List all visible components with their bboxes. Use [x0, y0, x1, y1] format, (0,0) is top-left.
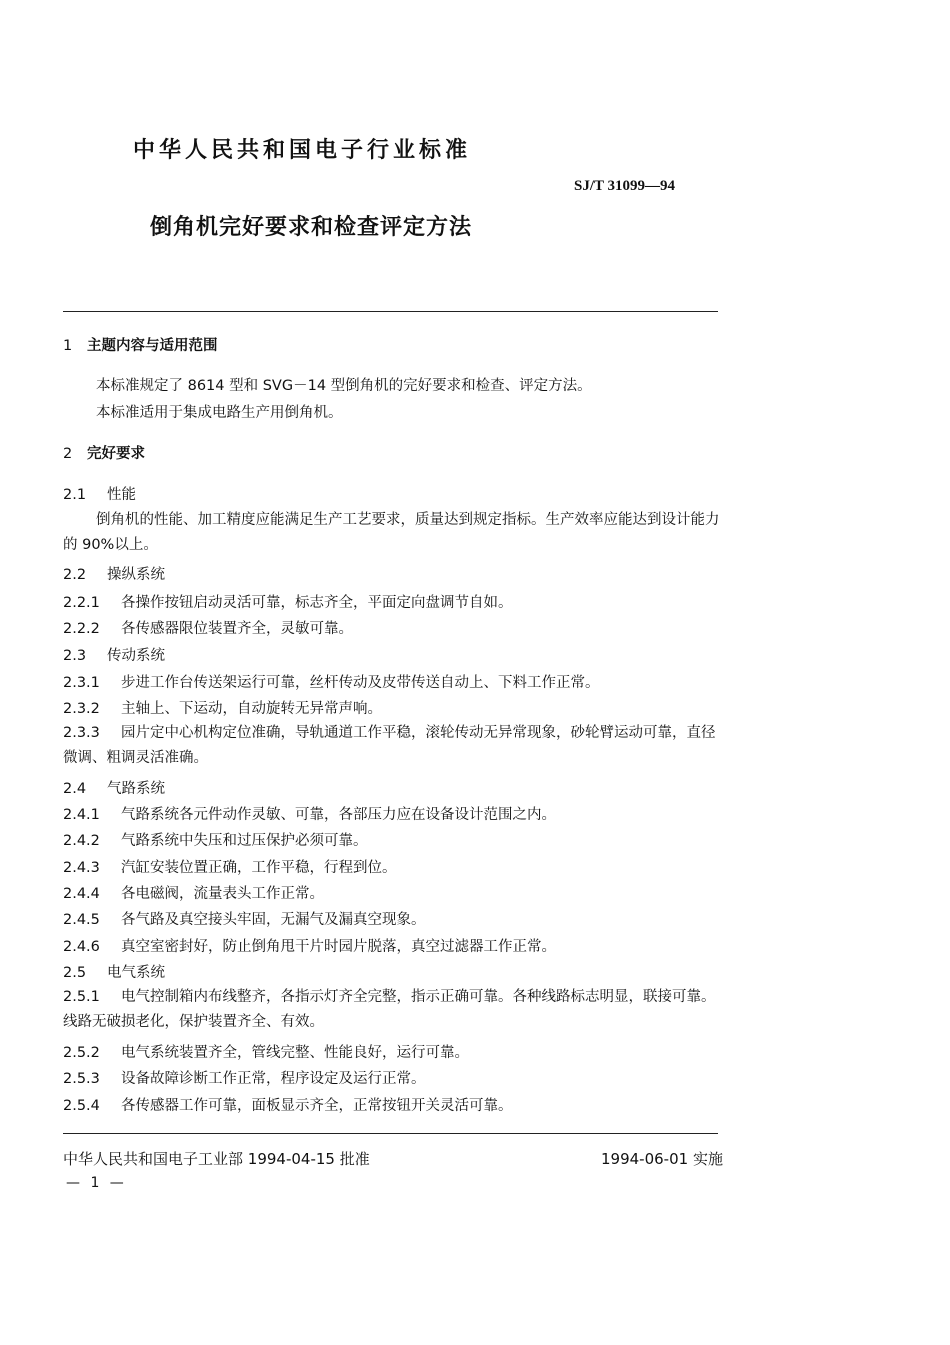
clause-2-3: [63, 644, 165, 665]
clause-number: 2.5: [63, 965, 87, 981]
clause-2-5-4: [63, 1094, 513, 1115]
clause-text: 传动系统: [107, 648, 165, 664]
section-2-title: 完好要求: [87, 446, 145, 462]
clause-text: 步进工作台传送架运行可靠，丝杆传动及皮带传送自动上、下料工作正常。: [121, 675, 600, 691]
section-2-number: 2: [63, 446, 73, 462]
clause-number: 2.3.2: [63, 701, 100, 717]
approval-line: 中华人民共和国电子工业部 1994-04-15 批准: [63, 1150, 370, 1168]
clause-2-3-2: [63, 697, 382, 718]
clause-text: 汽缸安装位置正确，工作平稳，行程到位。: [121, 860, 397, 876]
clause-2-1-body: 倒角机的性能、加工精度应能满足生产工艺要求，质量达到规定指标。生产效率应能达到设计能力的 90%以上。: [63, 512, 720, 553]
clause-2-4-3: [63, 856, 397, 877]
effective-date: 1994-06-01 实施: [601, 1150, 723, 1168]
clause-text: 气路系统中失压和过压保护必须可靠。: [121, 833, 368, 849]
footer-rule: [63, 1133, 718, 1134]
clause-2-4-1: [63, 803, 556, 824]
clause-text: 设备故障诊断工作正常，程序设定及运行正常。: [121, 1071, 426, 1087]
clause-text: 操纵系统: [107, 567, 165, 583]
clause-text: 真空室密封好，防止倒角甩干片时园片脱落，真空过滤器工作正常。: [121, 939, 556, 955]
section-1-heading: [63, 334, 218, 355]
clause-text: 各传感器工作可靠，面板显示齐全，正常按钮开关灵活可靠。: [121, 1098, 513, 1114]
section-1-paragraph-2: 本标准适用于集成电路生产用倒角机。: [96, 405, 343, 421]
clause-2-5-1: [63, 985, 723, 1035]
clause-2-5-3: [63, 1067, 426, 1088]
clause-text: 各操作按钮启动灵活可靠，标志齐全，平面定向盘调节自如。: [121, 595, 513, 611]
clause-2-2-1: [63, 591, 513, 612]
clause-2-4-5: [63, 908, 426, 929]
section-1-title: 主题内容与适用范围: [87, 338, 218, 354]
clause-2-3-1: [63, 671, 600, 692]
clause-number: 2.5.4: [63, 1098, 100, 1114]
issuing-organization: 中华人民共和国电子行业标准: [133, 138, 472, 163]
clause-number: 2.2: [63, 567, 87, 583]
clause-2-5: [63, 961, 165, 982]
clause-text: 主轴上、下运动，自动旋转无异常声响。: [121, 701, 382, 717]
section-2-heading: [63, 442, 145, 463]
clause-number: 2.4.3: [63, 860, 100, 876]
clause-text: 园片定中心机构定位准确，导轨通道工作平稳，滚轮传动无异常现象，砂轮臂运动可靠，直径微调、粗调灵活准确。: [63, 725, 716, 766]
clause-number: 2.3.1: [63, 675, 100, 691]
clause-number: 2.5.1: [63, 989, 100, 1005]
header-rule: [63, 311, 718, 312]
clause-text: 性能: [107, 487, 136, 503]
clause-number: 2.4.6: [63, 939, 100, 955]
clause-number: 2.2.2: [63, 621, 100, 637]
clause-text: 气路系统: [107, 781, 165, 797]
clause-number: 2.1: [63, 487, 87, 503]
clause-text: 气路系统各元件动作灵敏、可靠，各部压力应在设备设计范围之内。: [121, 807, 556, 823]
clause-2-1: [63, 483, 136, 504]
clause-2-5-2: [63, 1041, 469, 1062]
clause-number: 2.4: [63, 781, 87, 797]
page-number: — 1 —: [66, 1175, 127, 1191]
clause-number: 2.4.4: [63, 886, 100, 902]
clause-number: 2.5.2: [63, 1045, 100, 1061]
clause-number: 2.5.3: [63, 1071, 100, 1087]
section-1-number: 1: [63, 338, 73, 354]
clause-2-2-2: [63, 617, 353, 638]
clause-text: 各传感器限位装置齐全，灵敏可靠。: [121, 621, 353, 637]
clause-2-4-4: [63, 882, 324, 903]
clause-text: 各气路及真空接头牢固，无漏气及漏真空现象。: [121, 912, 426, 928]
clause-2-2: [63, 563, 165, 584]
clause-number: 2.4.5: [63, 912, 100, 928]
clause-text: 各电磁阀，流量表头工作正常。: [121, 886, 324, 902]
clause-number: 2.4.1: [63, 807, 100, 823]
clause-2-4-6: [63, 935, 556, 956]
clause-number: 2.3.3: [63, 725, 100, 741]
clause-number: 2.3: [63, 648, 87, 664]
clause-text: 电气系统装置齐全，管线完整、性能良好，运行可靠。: [121, 1045, 469, 1061]
clause-2-4-2: [63, 829, 368, 850]
clause-number: 2.4.2: [63, 833, 100, 849]
clause-text: 电气控制箱内布线整齐，各指示灯齐全完整，指示正确可靠。各种线路标志明显，联接可靠。线路无破损老化，保护装置齐全、有效。: [63, 989, 716, 1030]
section-1-paragraph-1: 本标准规定了 8614 型和 SVG－14 型倒角机的完好要求和检查、评定方法。: [96, 378, 592, 394]
clause-2-3-3: [63, 721, 723, 771]
standard-code: SJ/T 31099—94: [574, 178, 675, 194]
document-title: 倒角机完好要求和检查评定方法: [150, 215, 473, 240]
clause-number: 2.2.1: [63, 595, 100, 611]
clause-text: 电气系统: [107, 965, 165, 981]
clause-2-4: [63, 777, 165, 798]
